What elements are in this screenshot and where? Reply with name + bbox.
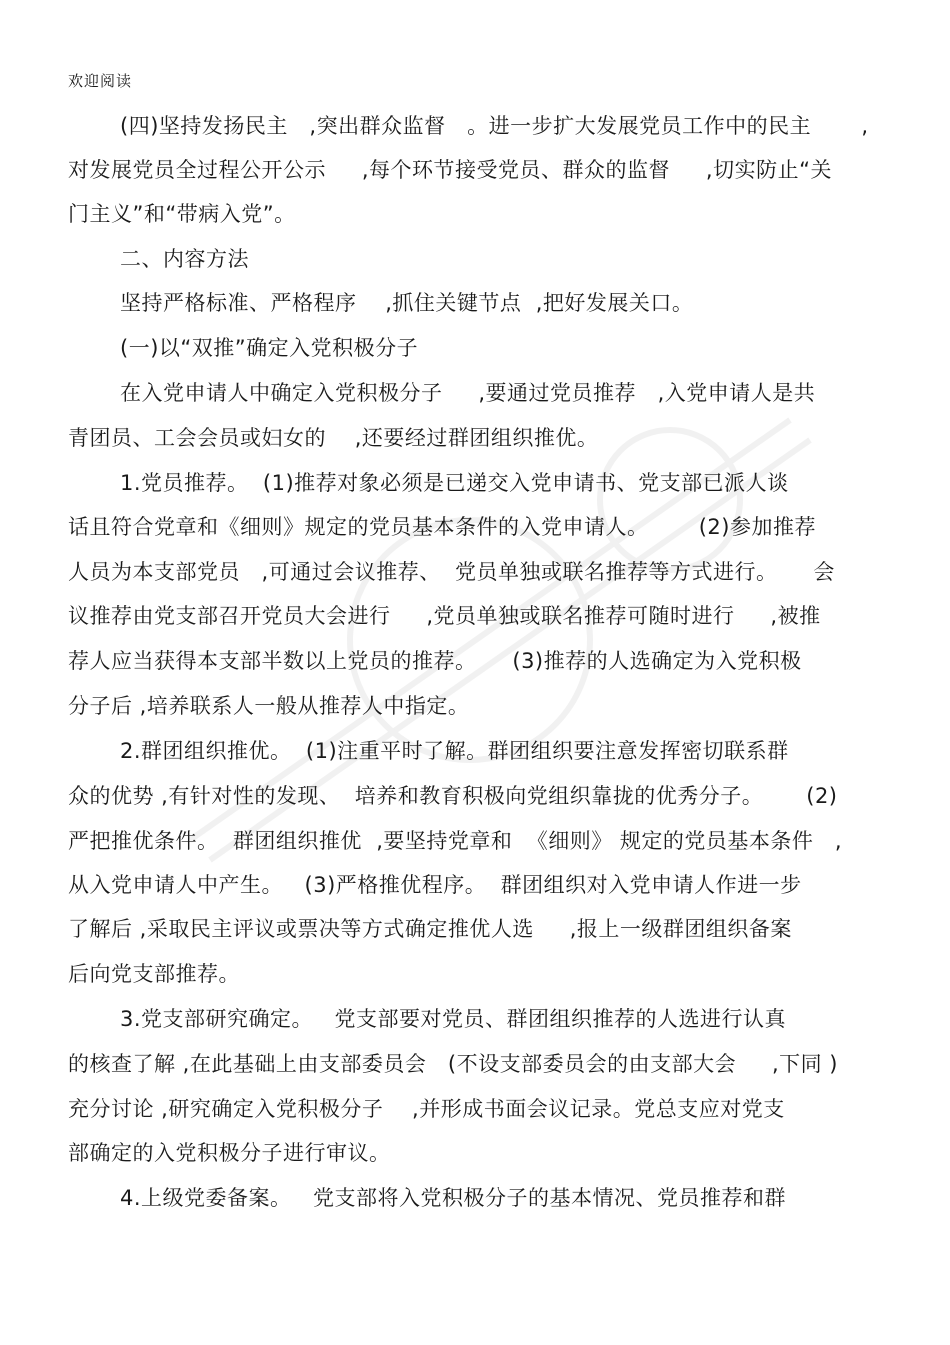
paragraph-line: 门主义”和“带病入党”。 — [68, 202, 296, 226]
paragraph-line: 在入党申请人中确定入党积极分子 ,要通过党员推荐 ,入党申请人是共 — [120, 381, 816, 405]
paragraph-line: 4.上级党委备案。 党支部将入党积极分子的基本情况、党员推荐和群 — [120, 1186, 787, 1210]
paragraph-line: 分子后 ,培养联系人一般从推荐人中指定。 — [68, 694, 470, 718]
paragraph-line: 2.群团组织推优。 (1)注重平时了解。群团组织要注意发挥密切联系群 — [120, 739, 789, 763]
paragraph-line: 了解后 ,采取民主评议或票决等方式确定推优人选 ,报上一级群团组织备案 — [68, 917, 792, 941]
paragraph-line: 荐人应当获得本支部半数以上党员的推荐。 (3)推荐的人选确定为入党积极 — [68, 649, 802, 673]
subsection-heading: (一)以“双推”确定入党积极分子 — [120, 336, 419, 360]
paragraph-line: (四)坚持发扬民主 ,突出群众监督 。进一步扩大发展党员工作中的民主 , — [120, 114, 869, 138]
paragraph-line: 3.党支部研究确定。 党支部要对党员、群团组织推荐的人选进行认真 — [120, 1007, 787, 1031]
paragraph-line: 人员为本支部党员 ,可通过会议推荐、 党员单独或联名推荐等方式进行。 会 — [68, 560, 835, 584]
paragraph-line: 部确定的入党积极分子进行审议。 — [68, 1141, 391, 1165]
paragraph-line: 从入党申请人中产生。 (3)严格推优程序。 群团组织对入党申请人作进一步 — [68, 873, 802, 897]
paragraph-line: 话且符合党章和《细则》规定的党员基本条件的入党申请人。 (2)参加推荐 — [68, 515, 816, 539]
paragraph-line: 众的优势 ,有针对性的发现、 培养和教育积极向党组织靠拢的优秀分子。 (2) — [68, 784, 838, 808]
paragraph-line: 后向党支部推荐。 — [68, 962, 240, 986]
paragraph-line: 充分讨论 ,研究确定入党积极分子 ,并形成书面会议记录。党总支应对党支 — [68, 1097, 785, 1121]
paragraph-line: 严把推优条件。 群团组织推优 ,要坚持党章和 《细则》 规定的党员基本条件 , — [68, 829, 843, 853]
paragraph-line: 议推荐由党支部召开党员大会进行 ,党员单独或联名推荐可随时进行 ,被推 — [68, 604, 821, 628]
paragraph-line: 1.党员推荐。 (1)推荐对象必须是已递交入党申请书、党支部已派人谈 — [120, 471, 789, 495]
paragraph-line: 的核查了解 ,在此基础上由支部委员会 (不设支部委员会的由支部大会 ,下同 ) — [68, 1052, 838, 1076]
paragraph-line: 对发展党员全过程公开公示 ,每个环节接受党员、群众的监督 ,切实防止“关 — [68, 158, 832, 182]
paragraph-line: 坚持严格标准、严格程序 ,抓住关键节点 ,把好发展关口。 — [120, 291, 694, 315]
section-heading: 二、内容方法 — [120, 247, 249, 271]
paragraph-line: 青团员、工会会员或妇女的 ,还要经过群团组织推优。 — [68, 426, 599, 450]
page-header: 欢迎阅读 — [68, 72, 133, 90]
